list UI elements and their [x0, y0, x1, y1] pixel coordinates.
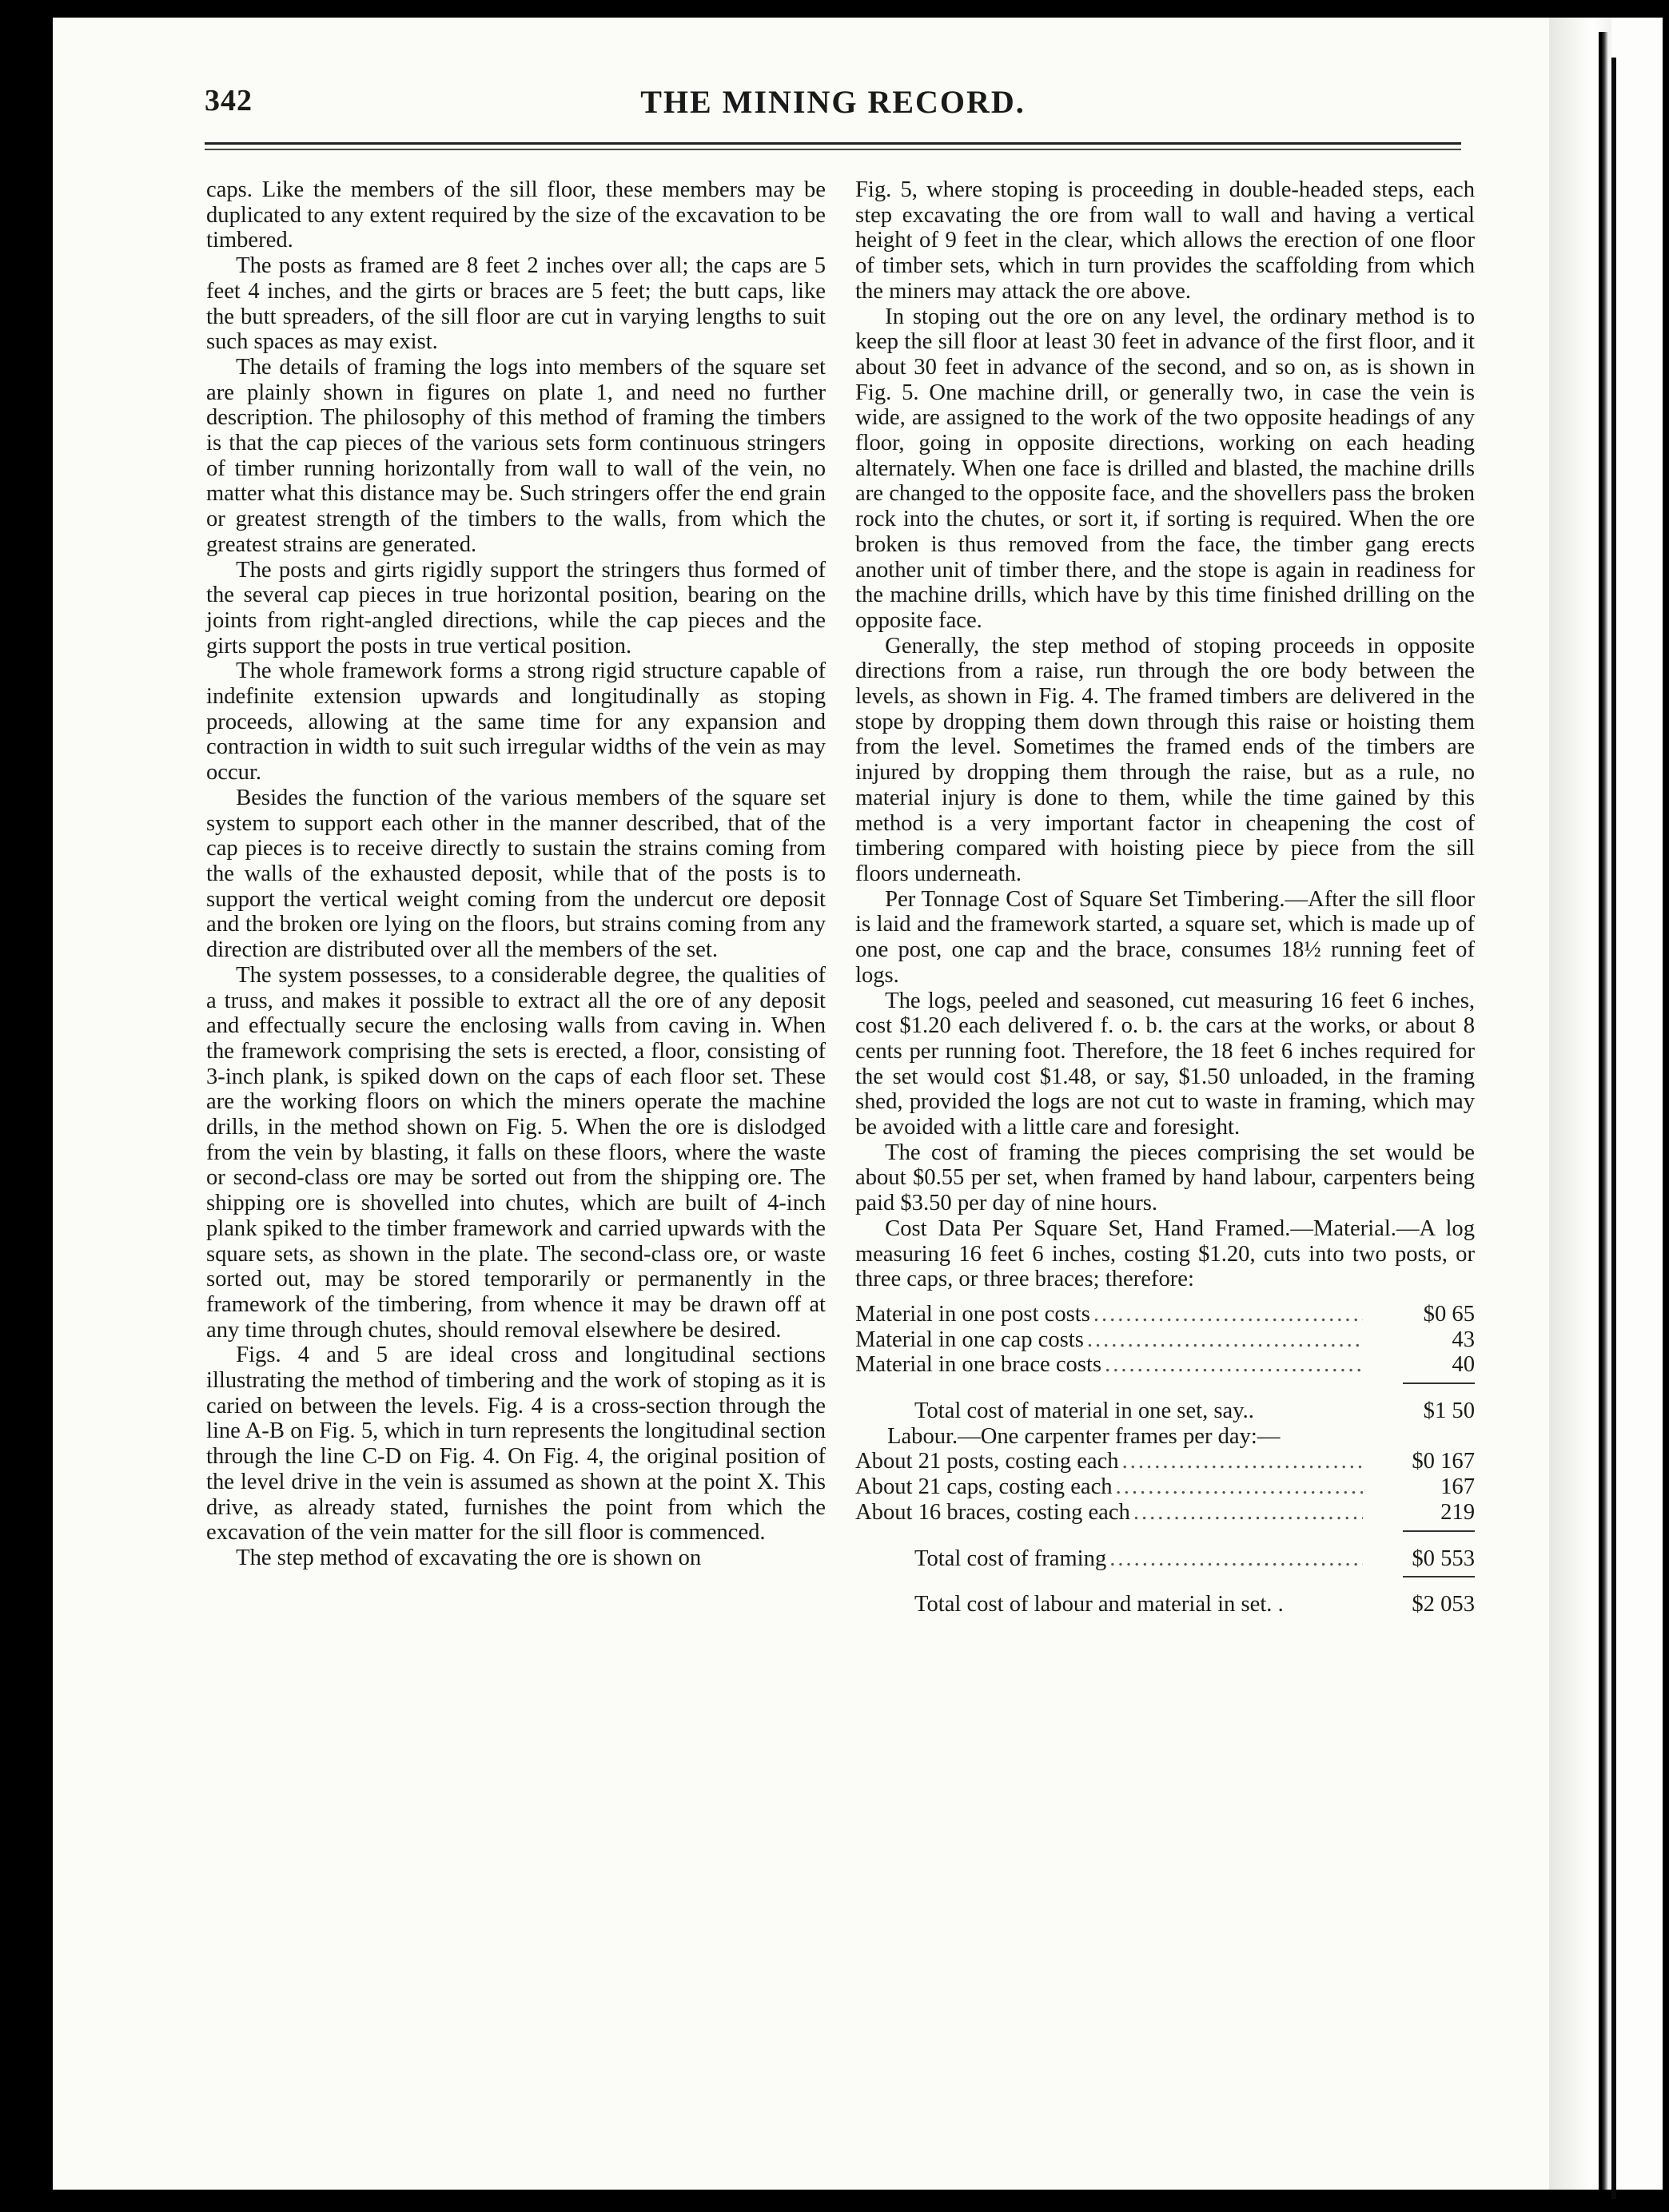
paragraph: The system possesses, to a considerable degree, the qualities of a truss, and makes it possible to extract all the ore of any deposit and effectually secure the enclosing walls from caving in. When the framework comprising the sets is erected, a floor, consisting of 3-inch plank, is spiked down on the caps of each floor set. These are the working floors on which the miners operate the machine drills, in the method shown on Fig. 5. When the ore is dislodged from the vein by blasting, it falls on these floors, where the waste or second-class ore may be sorted out from the shipping ore. The shipping ore is shovelled into chutes, which are built of 4-inch plank spiked to the timber framework and carried upwards with the square sets, as shown in the plate. The second-class ore, or waste sorted out, may be stored temporarily or permanently in the framework of the timbering, from whence it may be drawn off at any time through chutes, should removal elsewhere be desired. — [206, 962, 826, 1343]
paragraph: Figs. 4 and 5 are ideal cross and longitudinal sections illustrating the method of timbering and the work of stoping as it is caried on between the levels. Fig. 4 is a cross-section through the line A-B on Fig. 5, which in turn represents the longitudinal section through the line C-D on Fig. 4. On Fig. 4, the original position of the level drive in the vein is assumed as shown at the point X. This drive, as already stated, furnishes the point from which the excavation of the vein matter for the sill floor is commenced. — [206, 1343, 826, 1546]
paragraph: Besides the function of the various members of the square set system to support each other in the manner described, that of the cap pieces is to receive directly to sustain the strains coming from the walls of the exhausted deposit, while that of the posts is to support the vertical weight coming from the undercut ore deposit and the broken ore lying on the floors, but strains coming from any direction are distributed over all the members of the set. — [206, 785, 826, 963]
cost-row — [855, 1302, 1475, 1327]
cost-amount: 43 — [1452, 1327, 1475, 1352]
paragraph: The posts as framed are 8 feet 2 inches over all; the caps are 5 feet 4 inches, and the girts or braces are 5 feet; the butt caps, like the butt spreaders, of the sill floor are cut in varying lengths to suit such spaces as may exist. — [206, 253, 826, 355]
cost-row — [855, 1500, 1475, 1526]
cost-label: Material in one cap costs — [855, 1327, 1084, 1352]
leader-dots — [1106, 1546, 1363, 1572]
header-rule-top — [205, 142, 1461, 145]
page-header — [205, 83, 1461, 131]
cost-amount: 167 — [1440, 1474, 1475, 1500]
cost-label: Total cost of material in one set, say.. — [914, 1398, 1254, 1424]
cost-label: About 16 braces, costing each — [855, 1499, 1130, 1525]
cost-label: About 21 caps, costing each — [855, 1474, 1113, 1500]
cost-row — [855, 1352, 1475, 1378]
cost-amount: $2 053 — [1412, 1592, 1475, 1617]
right-column — [855, 177, 1475, 1617]
cost-amount: 219 — [1440, 1499, 1475, 1525]
page-number: 342 — [205, 84, 253, 117]
framing-total-row — [855, 1546, 1475, 1572]
paragraph: Per Tonnage Cost of Square Set Timbering.—After the sill floor is laid and the framework started, a square set, which is made up of one post, one cap and the brace, consumes 18½ running feet of logs. — [855, 886, 1475, 988]
sum-rule — [855, 1382, 1475, 1384]
cost-row — [855, 1449, 1475, 1474]
paragraph: Cost Data Per Square Set, Hand Framed.—Material.—A log measuring 16 feet 6 inches, costing $1.20, cuts into two posts, or three caps, or three braces; therefore: — [855, 1215, 1475, 1292]
paragraph: Generally, the step method of stoping proceeds in opposite directions from a raise, run through the ore body between the levels, as shown in Fig. 4. The framed timbers are delivered in the stope by dropping them down through this raise or hoisting them from the level. Sometimes the framed ends of the timbers are injured by dropping them through the raise, but as a rule, no material injury is done to them, while the time gained by this method is a very important factor in cheapening the cost of timbering compared with hoisting piece by piece from the sill floors underneath. — [855, 633, 1475, 886]
cost-amount: $1 50 — [1423, 1398, 1475, 1424]
leader-dots — [1101, 1352, 1363, 1378]
paragraph: The cost of framing the pieces comprising the set would be about $0.55 per set, when framed by hand labour, carpenters being paid $3.50 per day of nine hours. — [855, 1140, 1475, 1216]
paragraph: The details of framing the logs into members of the square set are plainly shown in figures on plate 1, and need no further description. The philosophy of this method of framing the timbers is that the cap pieces of the various sets form continuous stringers of timber running horizontally from wall to wall of the vein, no matter what this distance may be. Such stringers offer the end grain or greatest strength of the timbers to the walls, from which the greatest strains are generated. — [206, 354, 826, 557]
facing-page-border — [1611, 58, 1616, 2199]
header-rule-bottom — [205, 149, 1461, 150]
material-total-row — [855, 1398, 1475, 1424]
facing-page-sliver — [1611, 18, 1663, 2190]
grand-total-row — [855, 1592, 1475, 1617]
leader-dots — [1084, 1327, 1363, 1353]
next-page-edge — [1599, 32, 1608, 2190]
cost-label: Total cost of labour and material in set. . — [914, 1592, 1284, 1617]
leader-dots — [1113, 1474, 1363, 1500]
cost-label: Total cost of framing — [914, 1546, 1107, 1571]
paragraph: The logs, peeled and seasoned, cut measuring 16 feet 6 inches, cost $1.20 each delivered f. o. b. the cars at the works, or about 8 cents per running foot. Therefore, the 18 feet 6 inches required for the set would cost $1.48, or say, $1.50 unloaded, in the framing shed, provided the logs are not cut to waste in framing, which may be avoided with a little care and foresight. — [855, 988, 1475, 1140]
leader-dots — [1119, 1449, 1363, 1474]
cost-amount: $0 167 — [1412, 1449, 1475, 1474]
paragraph: Fig. 5, where stoping is proceeding in double-headed steps, each step excavating the ore from wall to wall and having a vertical height of 9 feet in the clear, which allows the erection of one floor of timber sets, which in turn provides the scaffolding from which the miners may attack the ore above. — [855, 177, 1475, 304]
sum-rule — [855, 1576, 1475, 1577]
paragraph: The step method of excavating the ore is shown on — [236, 1545, 702, 1570]
paragraph: The posts and girts rigidly support the stringers thus formed of the several cap pieces in true horizontal position, bearing on the joints from right-angled directions, while the cap pieces and the girts support the posts in true vertical position. — [206, 557, 826, 658]
cost-label: Material in one brace costs — [855, 1352, 1102, 1378]
cost-row — [855, 1474, 1475, 1500]
paragraph: In stoping out the ore on any level, the ordinary method is to keep the sill floor at least 30 feet in advance of the first floor, and it about 30 feet in advance of the second, and so on, as is shown in Fig. 5. One machine drill, or generally two, in case the vein is wide, are assigned to the work of the two opposite headings of any floor, going in opposite directions, working on each heading alternately. When one face is drilled and blasted, the machine drills are changed to the opposite face, and the shovellers pass the broken rock into the chutes, or sort it, if sorting is required. When the ore broken is thus removed from the face, the timber gang erects another unit of timber there, and the stope is again in readiness for the machine drills, which have by this time finished drilling on the opposite face. — [855, 304, 1475, 633]
cost-amount: $0 553 — [1412, 1546, 1475, 1571]
cost-amount: 40 — [1452, 1352, 1475, 1378]
cost-amount: $0 65 — [1423, 1301, 1475, 1327]
left-column — [206, 177, 826, 1571]
cost-label: Material in one post costs — [855, 1301, 1090, 1327]
sum-rule — [855, 1530, 1475, 1532]
labour-heading-row — [855, 1424, 1475, 1450]
paragraph: The whole framework forms a strong rigid structure capable of indefinite extension upwards and longitudinally as stoping proceeds, allowing at the same time for any expansion and contraction in width to suit such irregular widths of the vein as may occur. — [206, 658, 826, 786]
cost-label: About 21 posts, costing each — [855, 1449, 1119, 1474]
journal-title: THE MINING RECORD. — [640, 84, 1026, 120]
leader-dots — [1090, 1302, 1363, 1327]
cost-table — [855, 1302, 1475, 1617]
paragraph: caps. Like the members of the sill floor, these members may be duplicated to any extent required by the size of the excavation to be timbered. — [206, 177, 826, 253]
labour-heading: Labour.—One carpenter frames per day:— — [887, 1423, 1281, 1449]
cost-row — [855, 1327, 1475, 1353]
leader-dots — [1130, 1500, 1363, 1526]
